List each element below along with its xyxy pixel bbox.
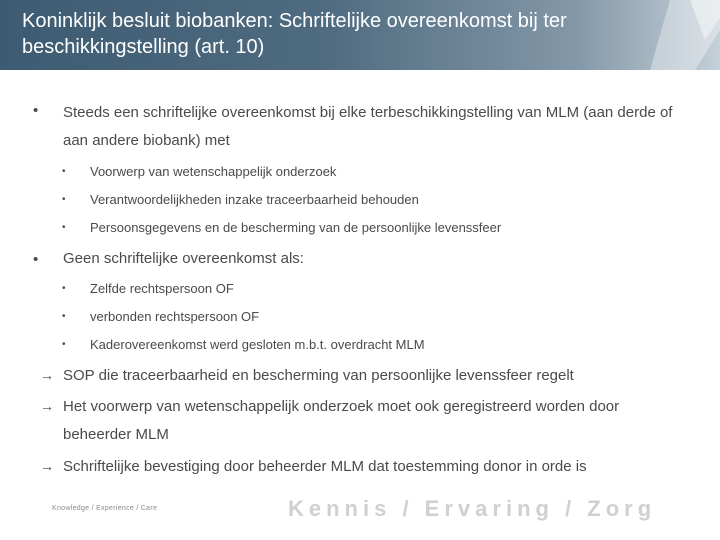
sub-bullet-text: Verantwoordelijkheden inzake traceerbaarheid behouden (90, 192, 419, 207)
slide-title: Koninklijk besluit biobanken: Schriftelijke overeenkomst bij ter beschikkingstelling (art. 10) (22, 10, 567, 58)
bullet-marker: • (33, 251, 39, 268)
sub-bullet-marker: • (62, 311, 66, 322)
footer-brand: Kennis / Ervaring / Zorg (288, 496, 657, 521)
sub-bullet-marker: • (62, 222, 66, 233)
arrow-icon: → (40, 398, 54, 414)
slide-header (0, 0, 720, 70)
footer-tagline: Knowledge / Experience / Care (52, 505, 158, 512)
sub-bullet-marker: • (62, 166, 66, 177)
bullet-text: Steeds een schriftelijke overeenkomst bij elke terbeschikkingstelling van MLM (aan derde of aan andere biobank) met (63, 104, 673, 149)
sub-bullet-marker: • (62, 339, 66, 350)
sub-bullet-text: Kaderovereenkomst werd gesloten m.b.t. overdracht MLM (90, 337, 425, 352)
sub-bullet-text: Voorwerp van wetenschappelijk onderzoek (90, 164, 337, 179)
sub-bullet-marker: • (62, 194, 66, 205)
conclusion-text: Schriftelijke bevestiging door beheerder MLM dat toestemming donor in orde is (63, 458, 587, 475)
sub-bullet-text: Zelfde rechtspersoon OF (90, 281, 234, 296)
sub-bullet-text: verbonden rechtspersoon OF (90, 309, 260, 324)
sub-bullet-marker: • (62, 283, 66, 294)
bullet-text: Geen schriftelijke overeenkomst als: (63, 250, 304, 267)
header-decoration (610, 0, 720, 70)
conclusion-text: Het voorwerp van wetenschappelijk onderzoek moet ook geregistreerd worden door beheerder MLM (63, 398, 620, 443)
arrow-icon: → (40, 458, 54, 474)
arrow-icon: → (40, 367, 54, 383)
conclusion-text: SOP die traceerbaarheid en bescherming van persoonlijke levenssfeer regelt (63, 367, 574, 384)
bullet-marker: • (33, 102, 39, 119)
sub-bullet-text: Persoonsgegevens en de bescherming van de persoonlijke levenssfeer (90, 220, 502, 235)
